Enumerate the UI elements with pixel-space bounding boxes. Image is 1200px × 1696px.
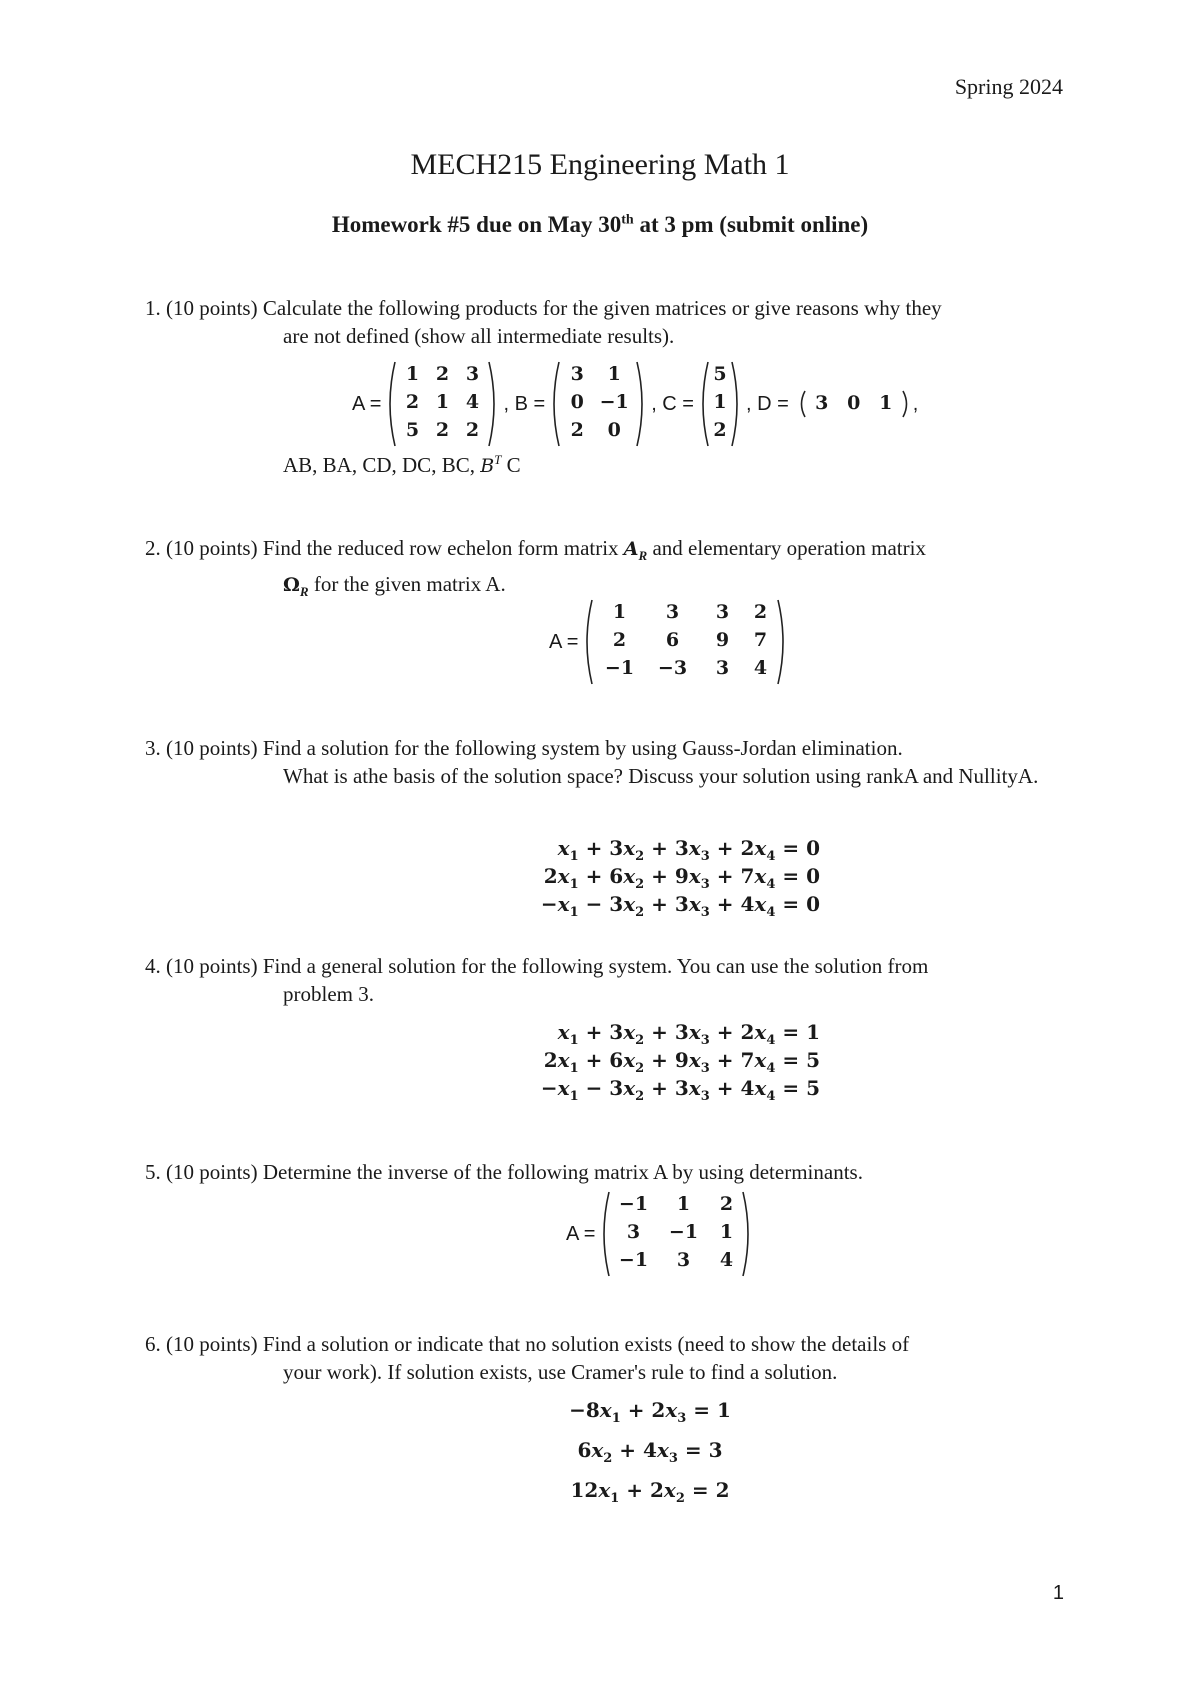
matrix-d — [797, 389, 911, 419]
course-title: MECH215 Engineering Math 1 — [410, 148, 790, 181]
problem-3-equations — [530, 834, 820, 918]
matrix-cell: −1 — [604, 657, 635, 679]
equation-row: $-x_1 - 3x_2 + 3x_3 + 4x_4 = 0$ — [540, 892, 820, 920]
matrix-cell: 3 — [715, 601, 730, 623]
matrix-cell: 2 — [612, 629, 627, 651]
problem-6: 6. (10 points) Find a solution or indicate that no solution exists (need to show the details of your work). If solution exists, use Cramer's rule to find a solution. — [145, 1332, 910, 1384]
matrix-cell: 2 — [435, 419, 450, 441]
matrix-cell: −1 — [618, 1193, 649, 1215]
matrix-cell: 6 — [665, 629, 680, 651]
matrix-cell: 3 — [815, 392, 829, 414]
matrix-b — [547, 360, 649, 448]
matrix-a-p2-grid — [594, 598, 776, 686]
matrix-cell: 1 — [676, 1193, 691, 1215]
problem-4-equations — [530, 1018, 820, 1102]
equation-row: $2x_1 + 6x_2 + 9x_3 + 7x_4 = 5$ — [543, 1048, 820, 1076]
matrix-c — [696, 360, 744, 448]
matrix-cell: 7 — [753, 629, 768, 651]
problem-6-equations — [500, 1396, 800, 1516]
matrix-cell: 3 — [676, 1249, 691, 1271]
equation-row: $-x_1 - 3x_2 + 3x_3 + 4x_4 = 5$ — [540, 1076, 820, 1104]
problem-2: 2. (10 points) Find the reduced row echelon form matrix $A_R$ and elementary operation matrix $\Omega_R$ for the given matrix A. — [145, 536, 926, 600]
matrix-cell: 1 — [435, 391, 450, 413]
matrix-cell: −1 — [668, 1221, 699, 1243]
matrix-cell: 2 — [753, 601, 768, 623]
problem-5-matrix: A = −1 1 2 3 −1 1 −1 3 4 — [566, 1190, 757, 1278]
matrix-cell: 5 — [713, 363, 727, 385]
matrix-cell: 3 — [665, 601, 680, 623]
equation-row: $2x_1 + 6x_2 + 9x_3 + 7x_4 = 0$ — [543, 864, 820, 892]
matrix-cell: 3 — [570, 363, 584, 385]
matrix-a-p5-grid — [611, 1190, 741, 1278]
matrix-cell: 4 — [719, 1249, 734, 1271]
matrix-b-grid — [561, 360, 635, 448]
matrix-cell: 0 — [607, 419, 621, 441]
semester-label: Spring 2024 — [954, 74, 1063, 99]
matrix-cell: −1 — [599, 391, 629, 413]
problem-1-products: AB, BA, CD, DC, BC, $B^T$ C — [283, 452, 521, 477]
matrix-cell: 2 — [713, 419, 727, 441]
matrix-cell: 2 — [465, 419, 480, 441]
matrix-cell: 2 — [435, 363, 450, 385]
matrix-cell: 1 — [719, 1221, 734, 1243]
problem-4: 4. (10 points) Find a general solution for the following system. You can use the solution from problem 3. — [145, 954, 929, 1006]
matrix-cell: 3 — [626, 1221, 641, 1243]
matrix-cell: 2 — [570, 419, 584, 441]
equation-row: $12x_1 + 2x_2 = 2$ — [570, 1478, 730, 1506]
problem-2-matrix: A = 1 3 3 2 2 6 9 7 −1 −3 3 4 — [549, 598, 792, 686]
matrix-cell: 0 — [847, 392, 861, 414]
matrix-a-grid — [397, 360, 487, 448]
equation-row: $-8x_1 + 2x_3 = 1$ — [569, 1398, 731, 1426]
problem-3: 3. (10 points) Find a solution for the following system by using Gauss-Jordan elimination. What is athe basis of the solution space? Discuss your solution using rankA and NullityA. — [145, 736, 1039, 788]
problem-1: 1. (10 points) Calculate the following products for the given matrices or give reasons why they are not defined (show all intermediate results). — [145, 296, 942, 348]
matrix-d-grid — [807, 389, 901, 419]
matrix-cell: 3 — [465, 363, 480, 385]
matrix-a-p2 — [580, 598, 790, 686]
matrix-cell: 5 — [405, 419, 420, 441]
equation-row: $x_1 + 3x_2 + 3x_3 + 2x_4 = 0$ — [557, 836, 820, 864]
matrix-a — [383, 360, 501, 448]
matrix-cell: −3 — [657, 657, 688, 679]
homework-heading: Homework #5 due on May 30th at 3 pm (submit online) — [331, 212, 869, 237]
matrix-cell: 2 — [405, 391, 420, 413]
equation-row: $6x_2 + 4x_3 = 3$ — [577, 1438, 723, 1466]
matrix-cell: 4 — [753, 657, 768, 679]
matrix-cell: 1 — [713, 391, 727, 413]
matrix-cell: 1 — [879, 392, 893, 414]
matrix-cell: 1 — [405, 363, 420, 385]
matrix-cell: 0 — [570, 391, 584, 413]
matrix-cell: 1 — [607, 363, 621, 385]
problem-1-matrices: A = 1 2 3 2 1 4 5 2 2 , B = 3 1 0 −1 2 0 , C = 5 1 2 , D = 3 0 1 , — [352, 360, 918, 448]
equation-row: $x_1 + 3x_2 + 3x_3 + 2x_4 = 1$ — [557, 1020, 820, 1048]
matrix-cell: −1 — [618, 1249, 649, 1271]
matrix-cell: 2 — [719, 1193, 734, 1215]
page-number: 1 — [1052, 1582, 1064, 1604]
matrix-cell: 9 — [715, 629, 730, 651]
matrix-c-grid — [710, 360, 730, 448]
matrix-cell: 1 — [612, 601, 627, 623]
matrix-a-p5 — [597, 1190, 755, 1278]
problem-5: 5. (10 points) Determine the inverse of the following matrix A by using determinants. — [145, 1160, 863, 1184]
matrix-cell: 4 — [465, 391, 480, 413]
matrix-cell: 3 — [715, 657, 730, 679]
